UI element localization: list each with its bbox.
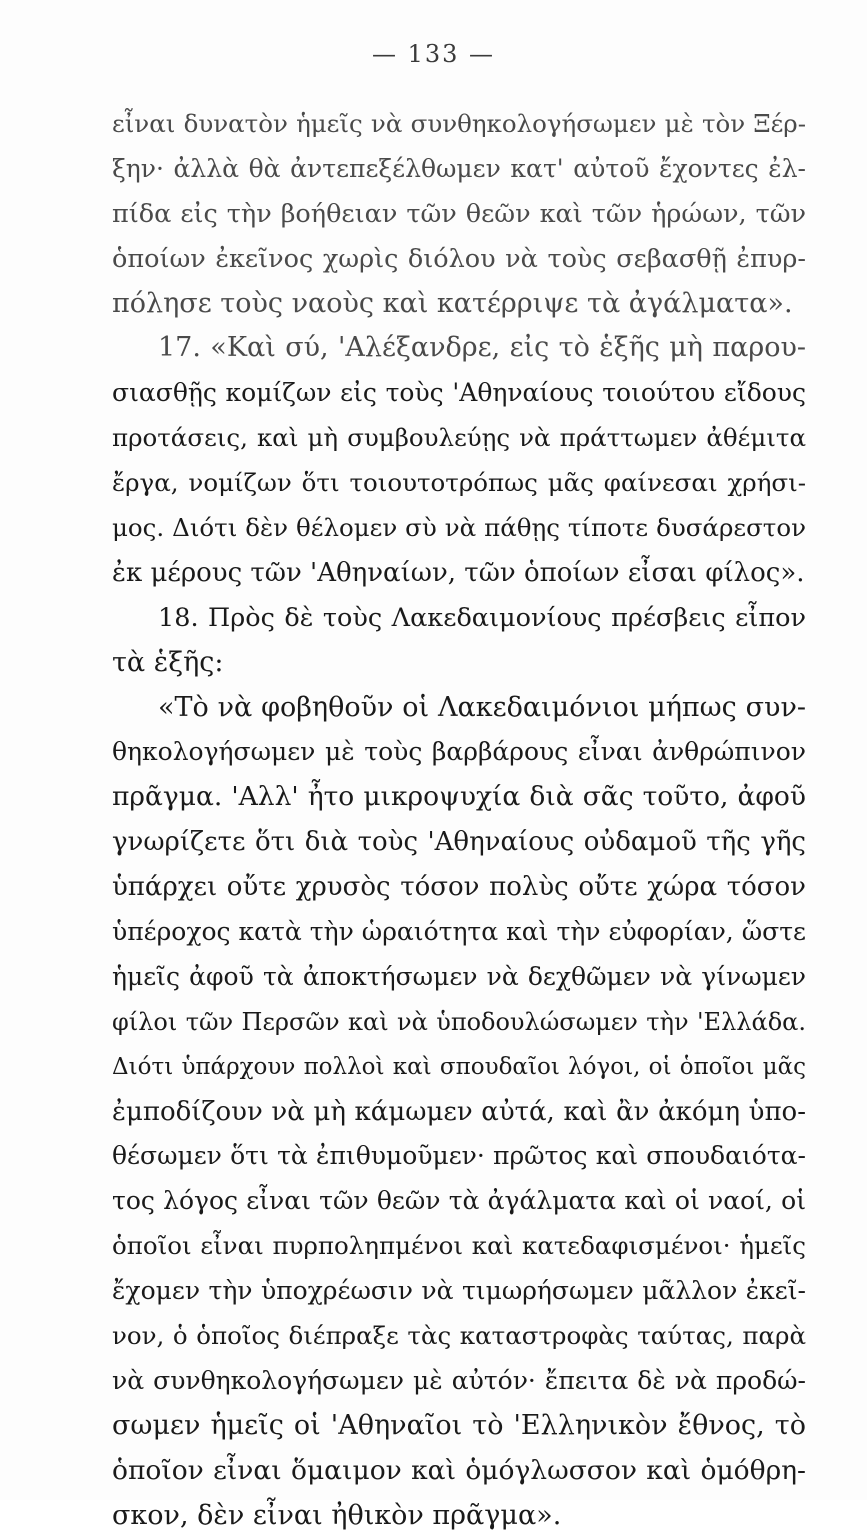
text-line: ὑπάρχει οὔτε χρυσὸς τόσον πολὺς οὔτε χώρα τόσον xyxy=(112,872,806,903)
text-line: Διότι ὑπάρχουν πολλοὶ καὶ σπουδαῖοι λόγοι, οἱ ὁποῖοι μᾶς xyxy=(112,1053,806,1080)
body-text xyxy=(112,102,806,1539)
text-line: προτάσεις, καὶ μὴ συμβουλεύῃς νὰ πράττωμεν ἀθέμιτα xyxy=(112,423,806,453)
text-line: σκον, δὲν εἶναι ἠθικὸν πρᾶγμα». xyxy=(112,1499,562,1531)
text-line: σιασθῇς κομίζων εἰς τοὺς 'Αθηναίους τοιούτου εἴδους xyxy=(112,378,806,408)
text-line: πίδα εἰς τὴν βοήθειαν τῶν θεῶν καὶ τῶν ἡρώων, τῶν xyxy=(112,198,806,229)
text-line: τος λόγος εἶναι τῶν θεῶν τὰ ἀγάλματα καὶ οἱ ναοί, οἱ xyxy=(112,1186,806,1216)
text-line: ὁποῖοι εἶναι πυρποληπμένοι καὶ κατεδαφισμένοι· ἡμεῖς xyxy=(112,1231,806,1261)
text-line: ἡμεῖς ἀφοῦ τὰ ἀποκτήσωμεν νὰ δεχθῶμεν νὰ γίνωμεν xyxy=(112,961,806,991)
paragraph-18-start: 18. Πρὸς δὲ τοὺς Λακεδαιμονίους πρέσβεις εἶπον xyxy=(158,602,806,633)
text-line: ἔργα, νομίζων ὅτι τοιουτοτρόπως μᾶς φαίνεσαι χρήσι- xyxy=(112,468,806,498)
text-line: πόλησε τοὺς ναοὺς καὶ κατέρριψε τὰ ἀγάλματα». xyxy=(112,287,793,319)
page-number: — 133 — xyxy=(371,40,496,68)
text-line: εἶναι δυνατὸν ἡμεῖς νὰ συνθηκολογήσωμεν μὲ τὸν Ξέρ- xyxy=(112,109,806,138)
text-line: ὁποῖον εἶναι ὅμαιμον καὶ ὁμόγλωσσον καὶ ὁμόθρη- xyxy=(112,1454,806,1486)
text-line: ὁποίων ἐκεῖνος χωρὶς διόλου νὰ τοὺς σεβασθῇ ἐπυρ- xyxy=(112,243,806,274)
text-line: ἔχομεν τὴν ὑποχρέωσιν νὰ τιμωρήσωμεν μᾶλλον ἐκεῖ- xyxy=(112,1276,806,1306)
paragraph-17-start: 17. «Καὶ σύ, 'Αλέξανδρε, εἰς τὸ ἑξῆς μὴ παρου- xyxy=(158,332,806,364)
text-line: θέσωμεν ὅτι τὰ ἐπιθυμοῦμεν· πρῶτος καὶ σπουδαιότα- xyxy=(112,1141,806,1171)
text-line: μος. Διότι δὲν θέλομεν σὺ νὰ πάθῃς τίποτε δυσάρεστον xyxy=(112,513,806,543)
text-line: γνωρίζετε ὅτι διὰ τοὺς 'Αθηναίους οὐδαμοῦ τῆς γῆς xyxy=(112,827,806,858)
text-line: σωμεν ἡμεῖς οἱ 'Αθηναῖοι τὸ 'Ελληνικὸν ἔθνος, τὸ xyxy=(112,1409,806,1441)
text-line: φίλοι τῶν Περσῶν καὶ νὰ ὑποδουλώσωμεν τὴν 'Ελλάδα. xyxy=(112,1007,806,1036)
text-line: ἐμποδίζουν νὰ μὴ κάμωμεν αὐτά, καὶ ἂν ἀκόμη ὑπο- xyxy=(112,1096,806,1127)
quote-start: «Τὸ νὰ φοβηθοῦν οἱ Λακεδαιμόνιοι μήπως συν- xyxy=(158,691,806,723)
text-line: θηκολογήσωμεν μὲ τοὺς βαρβάρους εἶναι ἀνθρώπινον xyxy=(112,737,806,767)
text-line: ξην· ἀλλὰ θὰ ἀντεπεξέλθωμεν κατ' αὐτοῦ ἔχοντες ἐλ- xyxy=(112,153,806,183)
text-line: ὑπέροχος κατὰ τὴν ὡραιότητα καὶ τὴν εὐφορίαν, ὥστε xyxy=(112,917,806,947)
text-line: νον, ὁ ὁποῖος διέπραξε τὰς καταστροφὰς ταύτας, παρὰ xyxy=(112,1321,806,1351)
text-line: πρᾶγμα. 'Αλλ' ἦτο μικροψυχία διὰ σᾶς τοῦτο, ἀφοῦ xyxy=(112,781,806,813)
text-line: ἐκ μέρους τῶν 'Αθηναίων, τῶν ὁποίων εἶσαι φίλος». xyxy=(112,557,805,588)
text-line: τὰ ἑξῆς: xyxy=(112,646,224,678)
text-line: νὰ συνθηκολογήσωμεν μὲ αὐτόν· ἔπειτα δὲ νὰ προδώ- xyxy=(112,1365,806,1395)
